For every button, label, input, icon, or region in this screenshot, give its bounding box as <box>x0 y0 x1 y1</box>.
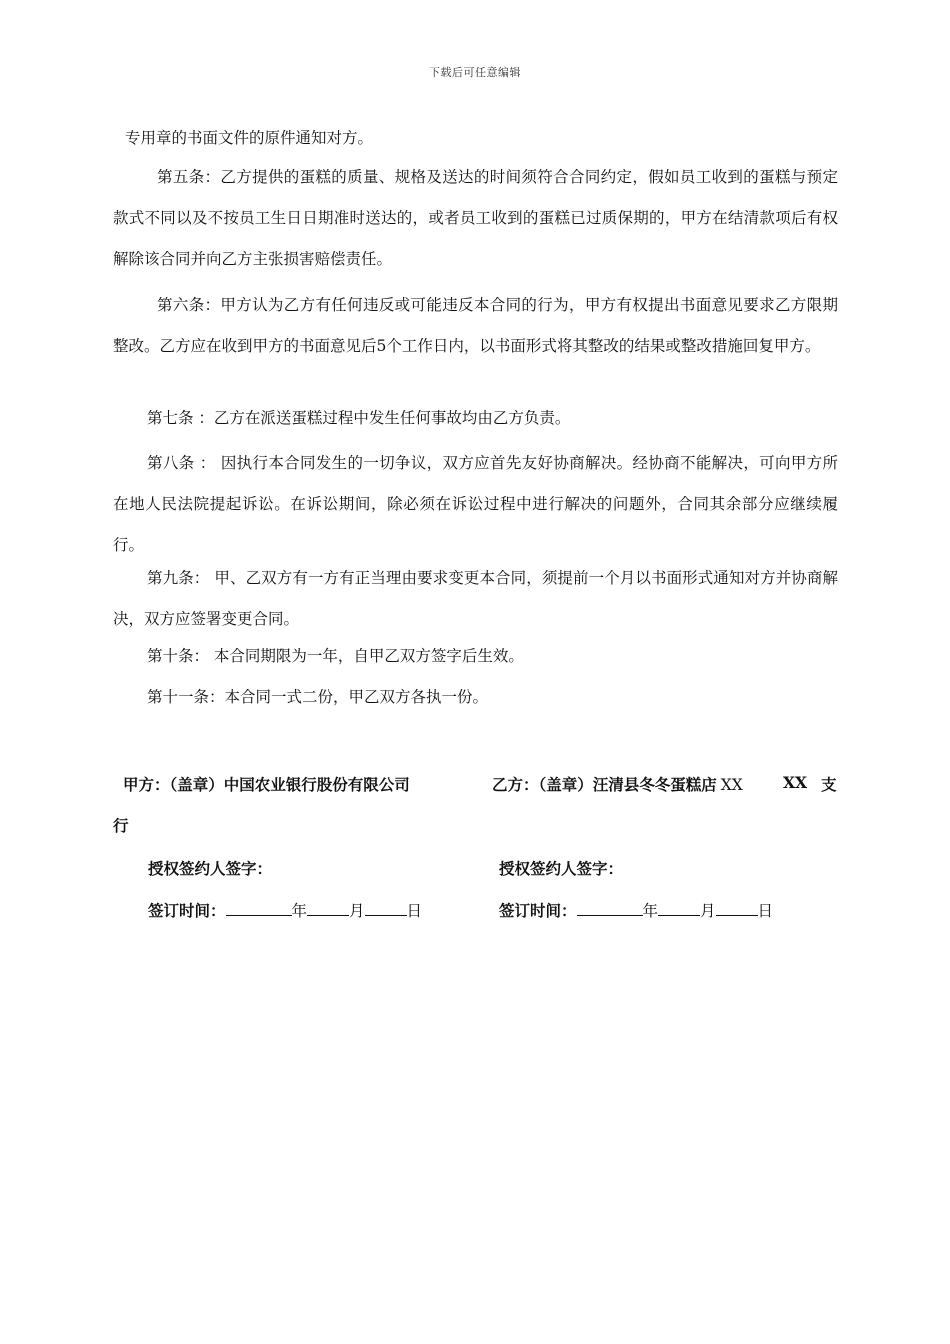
date-label: 签订时间： <box>148 901 226 920</box>
year-blank[interactable] <box>577 899 643 916</box>
party-b-auth-signature: 授权签约人签字： <box>499 859 624 878</box>
clause-5: 第五条：乙方提供的蛋糕的质量、规格及送达的时间须符合合同约定，假如员工收到的蛋糕与预定款式不同以及不按员工生日日期准时送达的，或者员工收到的蛋糕已过质保期的，甲方在结清款项后有权解除该合同并向乙方主张损害赔偿责任。 <box>113 168 838 268</box>
clause-11: 第十一条：本合同一式二份，甲乙双方各执一份。 <box>147 688 489 706</box>
month-blank[interactable] <box>658 899 700 916</box>
day-label: 日 <box>406 902 423 920</box>
day-blank[interactable] <box>365 899 407 916</box>
month-label: 月 <box>700 902 716 920</box>
month-label: 月 <box>349 902 365 920</box>
clause-7: 第七条 ：乙方在派送蛋糕过程中发生任何事故均由乙方负责。 <box>147 409 571 427</box>
clause-9: 第九条： 甲、乙双方有一方有正当理由要求变更本合同，须提前一个月以书面形式通知对方并协商解决，双方应签署变更合同。 <box>113 569 838 628</box>
party-a-sign-date <box>148 899 422 921</box>
clause-continuation: 专用章的书面文件的原件通知对方。 <box>125 129 374 147</box>
party-a-auth-signature: 授权签约人签字： <box>148 859 273 878</box>
party-b-sign-date <box>499 899 773 921</box>
party-b-wrap: 行 <box>113 816 129 835</box>
party-b-placeholder-2: XX <box>783 773 808 792</box>
party-b-placeholder-1: XX <box>720 776 743 794</box>
party-b-label: 乙方：（盖章）汪清县冬冬蛋糕店 <box>492 775 717 794</box>
clause-10: 第十条： 本合同期限为一年，自甲乙双方签字后生效。 <box>147 647 524 665</box>
day-label: 日 <box>757 902 774 920</box>
year-label: 年 <box>291 902 308 920</box>
clause-6: 第六条：甲方认为乙方有任何违反或可能违反本合同的行为，甲方有权提出书面意见要求乙方限期整改。乙方应在收到甲方的书面意见后5个工作日内，以书面形式将其整改的结果或整改措施回复甲方。 <box>113 296 838 355</box>
year-blank[interactable] <box>226 899 292 916</box>
clause-8: 第八条 ： 因执行本合同发生的一切争议，双方应首先友好协商解决。经协商不能解决，可向甲方所在地人民法院提起诉讼。在诉讼期间，除必须在诉讼过程中进行解决的问题外，合同其余部分应继续履行。 <box>113 454 838 554</box>
date-label: 签订时间： <box>499 901 577 920</box>
party-b-name <box>492 773 743 795</box>
year-label: 年 <box>642 902 659 920</box>
month-blank[interactable] <box>307 899 349 916</box>
day-blank[interactable] <box>716 899 758 916</box>
party-a-name: 甲方：（盖章）中国农业银行股份有限公司 <box>123 775 410 794</box>
page-header: 下载后可任意编辑 <box>429 66 521 79</box>
party-b-placeholder-3: 支 <box>821 775 837 794</box>
